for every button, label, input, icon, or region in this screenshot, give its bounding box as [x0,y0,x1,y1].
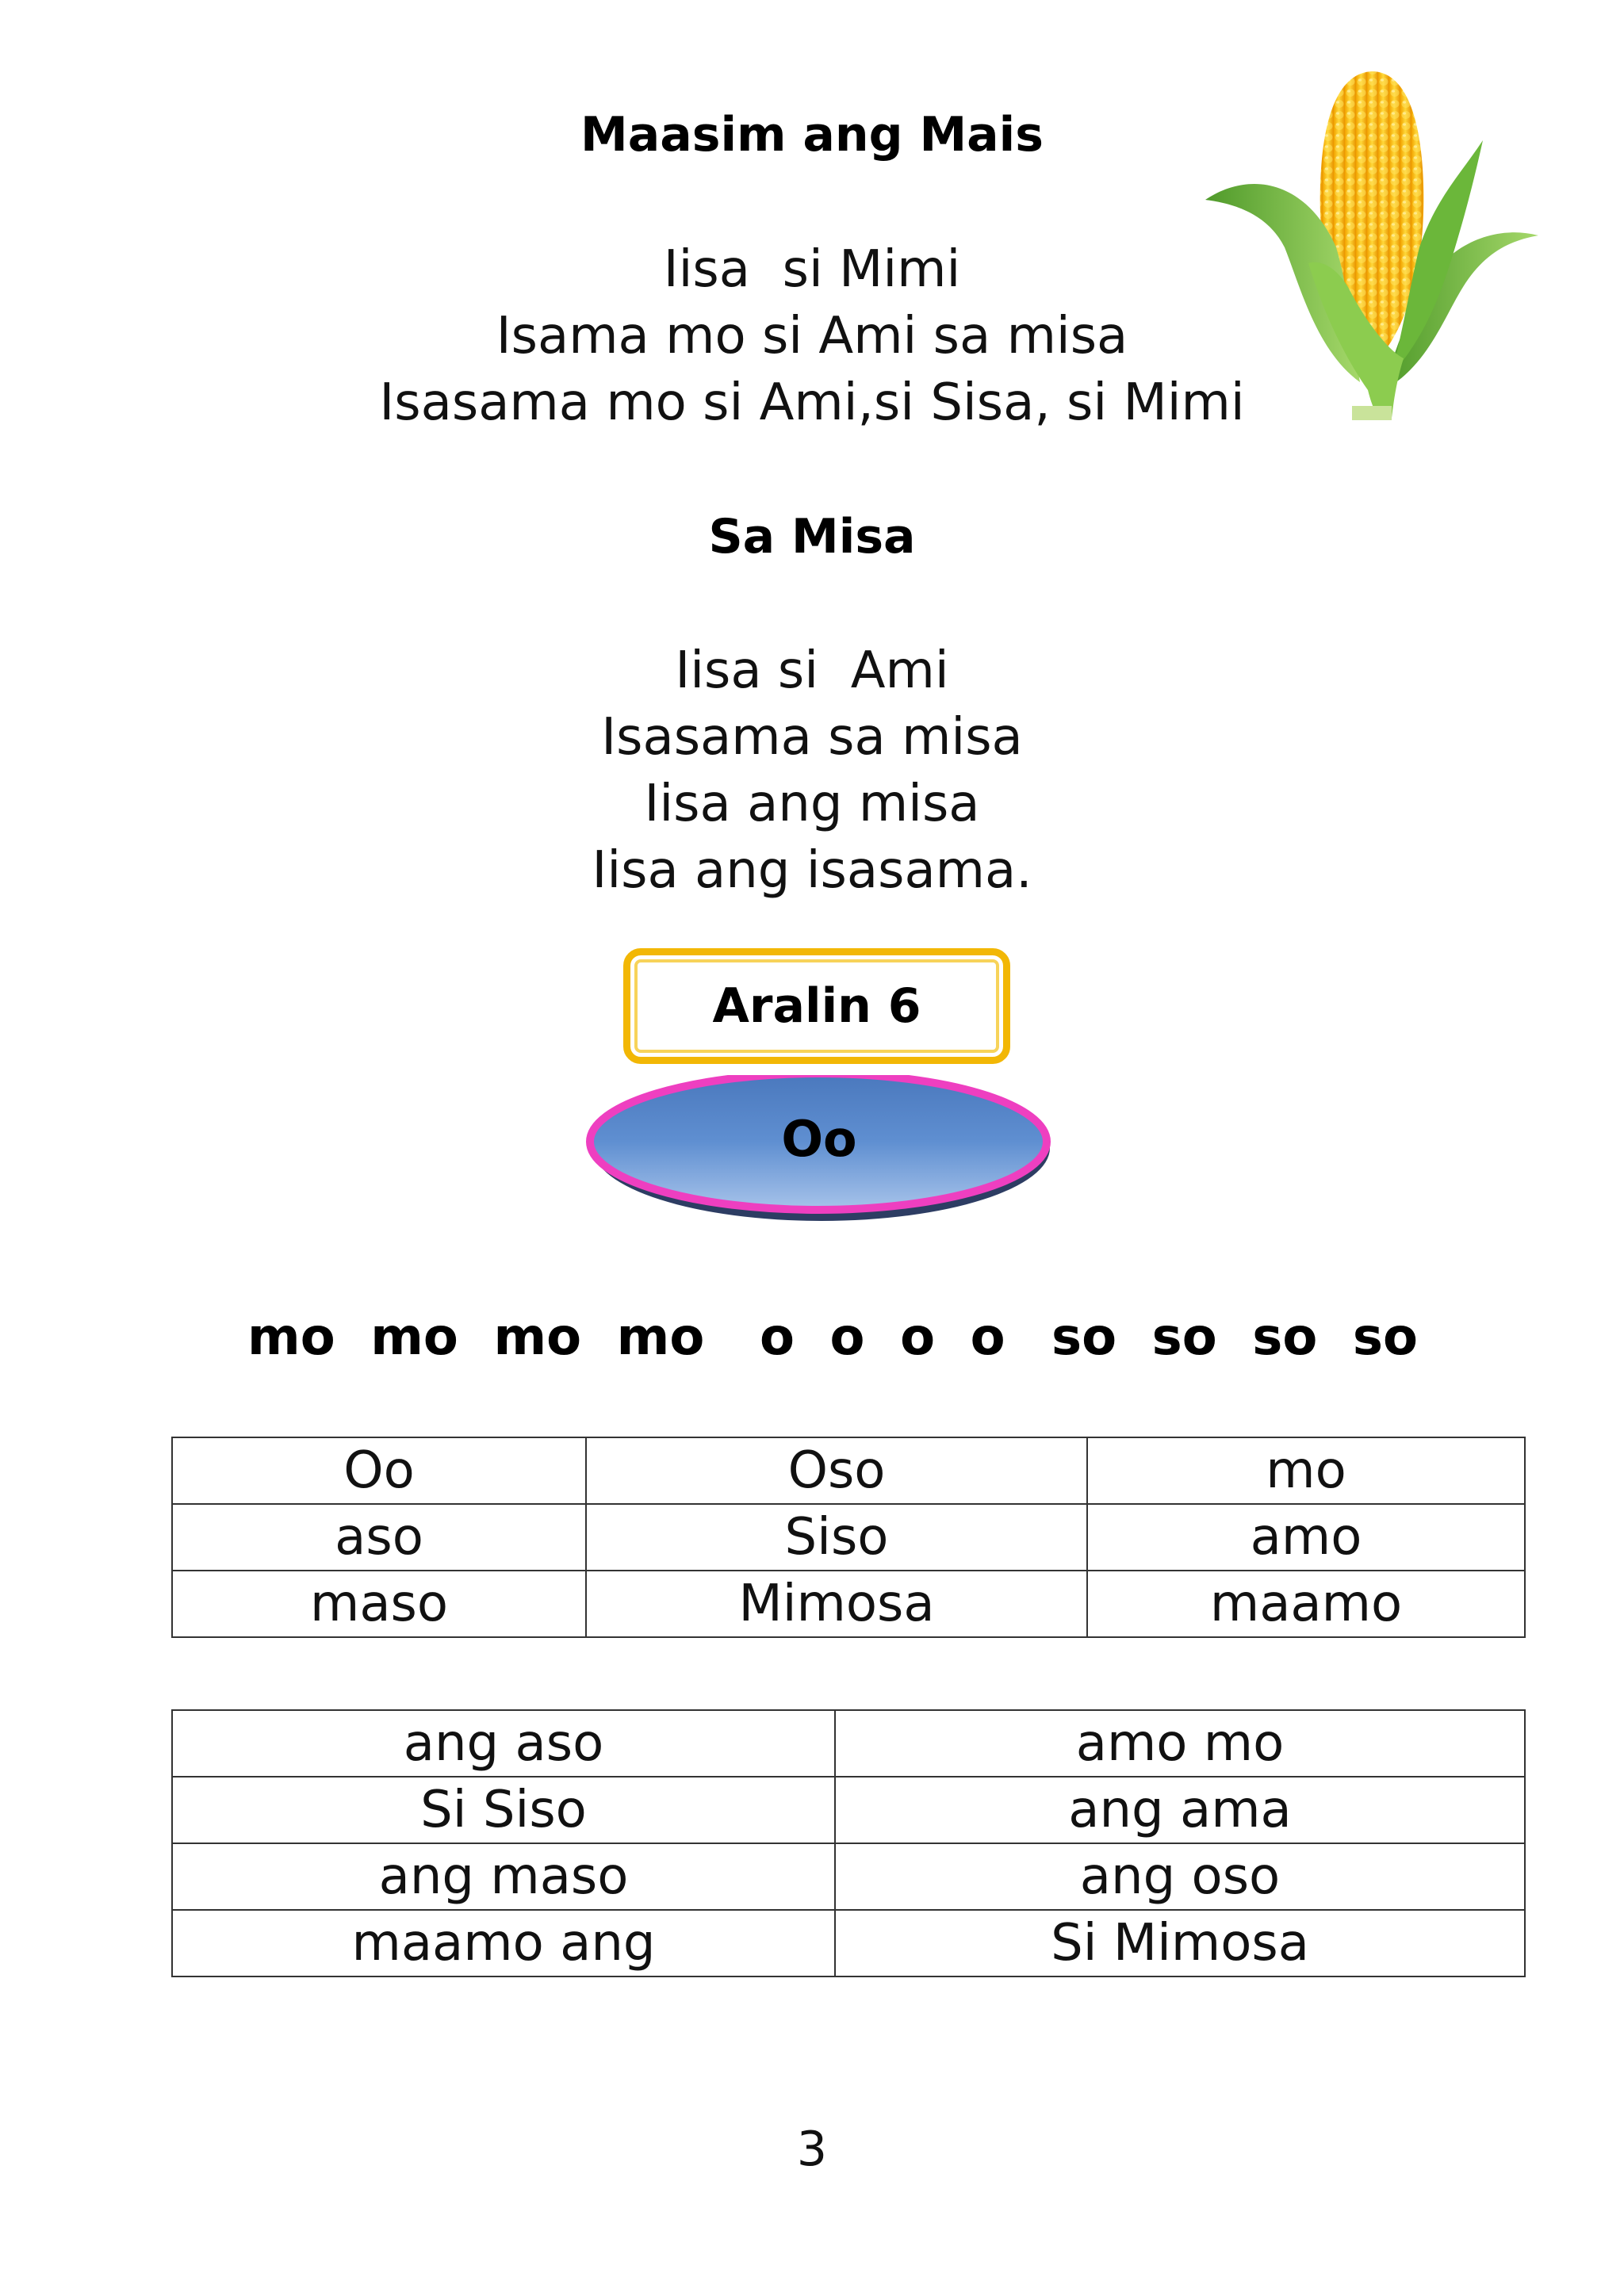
table-cell: amo mo [835,1710,1525,1777]
table-row [172,1437,1525,1504]
letter-badge [584,1075,1055,1235]
table-cell: Siso [586,1504,1087,1571]
syllable-row [0,1308,1624,1372]
poem-body [0,637,1624,904]
table-row [172,1571,1525,1637]
syllable-group: so so so so [1051,1308,1418,1367]
table-row [172,1504,1525,1571]
poem-line: Iisa si Mimi [663,240,961,299]
table-cell: ang oso [835,1843,1525,1910]
poem-line: Iisa ang isasama. [592,841,1032,900]
table-cell: ang maso [172,1843,835,1910]
poem-line: Isasama sa misa [601,708,1023,767]
table-cell: mo [1087,1437,1525,1504]
letter-badge-label: Oo [781,1109,857,1168]
table-cell: Mimosa [586,1571,1087,1637]
poem-line: Isama mo si Ami sa misa [496,307,1128,365]
word-table-2 [171,1709,1526,1977]
poem-line: Iisa ang misa [644,775,980,833]
table-cell: maso [172,1571,586,1637]
syllable-group: mo mo mo mo [247,1308,705,1367]
lesson-label: Aralin 6 [712,978,921,1034]
page-number: 3 [796,2122,828,2177]
table-row [172,1843,1525,1910]
table-cell: maamo ang [172,1910,835,1976]
lesson-label-box [623,948,1010,1064]
poem-line: Iisa si Ami [675,641,949,700]
table-cell: maamo [1087,1571,1525,1637]
poem-title: Sa Misa [708,509,916,564]
poem-title: Maasim ang Mais [580,107,1044,163]
table-row [172,1777,1525,1843]
table-cell: aso [172,1504,586,1571]
table-cell: amo [1087,1504,1525,1571]
table-row [172,1910,1525,1976]
syllable-group: o o o o [760,1308,1005,1367]
table-row [172,1710,1525,1777]
table-cell: Oo [172,1437,586,1504]
table-cell: Oso [586,1437,1087,1504]
word-table-1 [171,1437,1526,1638]
corn-icon [1189,65,1546,422]
table-cell: ang ama [835,1777,1525,1843]
table-cell: Si Mimosa [835,1910,1525,1976]
table-cell: Si Siso [172,1777,835,1843]
poem-line: Isasama mo si Ami,si Sisa, si Mimi [379,373,1245,432]
table-cell: ang aso [172,1710,835,1777]
